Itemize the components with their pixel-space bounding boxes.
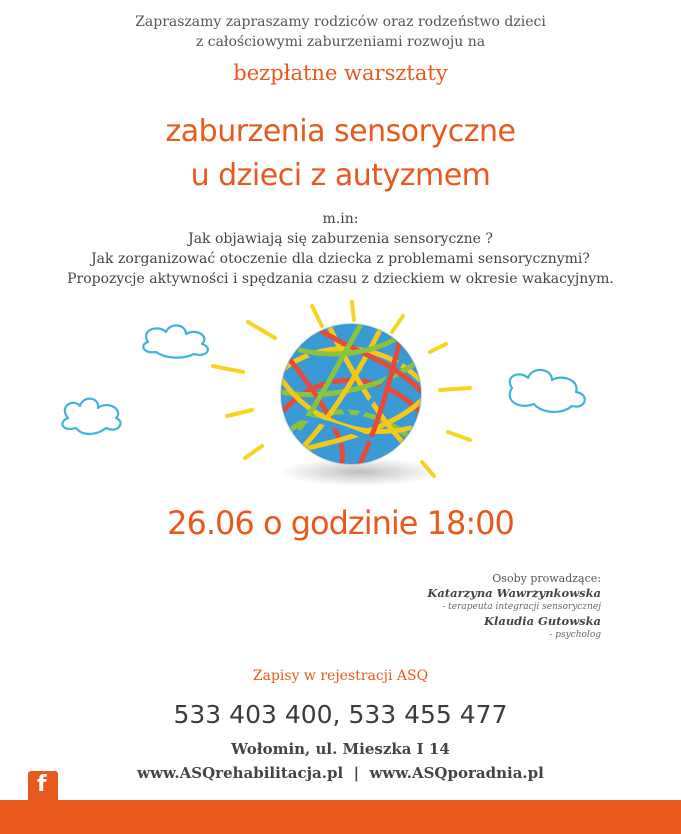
cloud-right bbox=[510, 370, 585, 412]
facebook-icon[interactable]: f bbox=[28, 771, 58, 801]
signup-text: Zapisy w rejestracji ASQ bbox=[252, 668, 429, 684]
hosts-heading: Osoby prowadzące: bbox=[492, 572, 601, 585]
address: Wołomin, ul. Mieszka I 14 bbox=[231, 740, 450, 758]
topic-item: Jak zorganizować otoczenie dla dziecka z problemami sensorycznymi? bbox=[91, 251, 590, 267]
footer-bar bbox=[0, 800, 681, 834]
title-line-2: u dzieci z autyzmem bbox=[190, 158, 491, 193]
intro-line-1: Zapraszamy zapraszamy rodziców oraz rodzeństwo dzieci bbox=[135, 14, 546, 30]
topics-list bbox=[0, 209, 681, 289]
intro-line-2: z całościowymi zaburzeniami rozwoju na bbox=[195, 34, 486, 50]
hosts-block bbox=[427, 572, 601, 642]
intro-text bbox=[0, 12, 681, 52]
title-line-1: zaburzenia sensoryczne bbox=[165, 114, 516, 149]
host-name: Klaudia Gutowska bbox=[484, 614, 601, 628]
topics-lead: m.in: bbox=[322, 211, 359, 227]
host-name: Katarzyna Wawrzynkowska bbox=[427, 586, 601, 600]
workshop-title bbox=[0, 110, 681, 198]
phone-numbers: 533 403 400, 533 455 477 bbox=[173, 700, 508, 729]
topic-item: Propozycje aktywności i spędzania czasu z dzieckiem w okresie wakacyjnym. bbox=[67, 271, 614, 287]
host-role: - psycholog bbox=[549, 630, 601, 640]
event-date-time: 26.06 o godzinie 18:00 bbox=[167, 504, 514, 542]
rubber-band-ball-sun-icon bbox=[0, 300, 681, 505]
website-links[interactable]: www.ASQrehabilitacja.pl | www.ASQporadnia.pl bbox=[137, 764, 544, 782]
cloud-left-bottom bbox=[62, 399, 120, 434]
free-workshops-heading: bezpłatne warsztaty bbox=[233, 61, 448, 85]
cloud-left-top bbox=[143, 325, 208, 357]
host-role: - terapeuta integracji sensorycznej bbox=[442, 602, 601, 612]
topic-item: Jak objawiają się zaburzenia sensoryczne ? bbox=[188, 231, 493, 247]
